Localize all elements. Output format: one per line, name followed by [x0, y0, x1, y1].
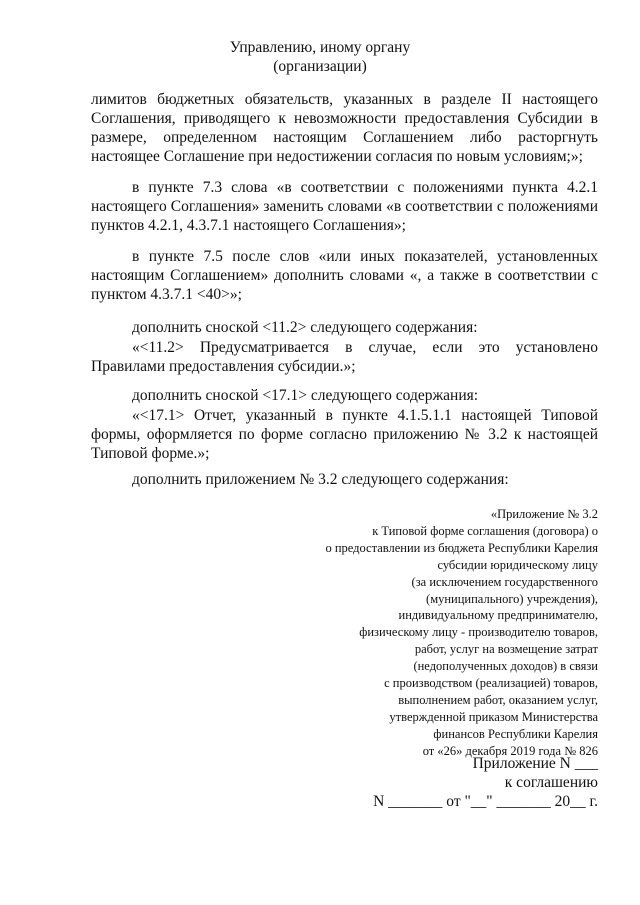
appendix-line: о предоставлении из бюджета Республики Карелия — [325, 540, 598, 555]
appendix-line: финансов Республики Карелия — [433, 726, 598, 741]
appendix-line: работ, услуг на возмещение затрат — [414, 642, 598, 657]
paragraph-footnote-17-1-intro: дополнить сноской <17.1> следующего содержания: — [132, 387, 479, 404]
appendix-line: от «26» декабря 2019 года № 826 — [422, 743, 598, 758]
addressee-header — [0, 38, 640, 76]
appendix-line: выполнением работ, оказанием услуг, — [398, 692, 598, 707]
agreement-number-date-line: N _______ от "__" _______ 20__ г. — [373, 793, 598, 810]
paragraph-appendix-intro: дополнить приложением № 3.2 следующего содержания: — [132, 471, 509, 488]
paragraph-clause-7-3: в пункте 7.3 слова «в соответствии с положениями пункта 4.2.1 настоящего Соглашения» заменить словами «в соответствии с положениями пунктов 4.2.1, 4.3.7.1 настоящего Соглашения»; — [91, 179, 598, 234]
appendix-line: (за исключением государственного — [411, 574, 598, 589]
agreement-line: к соглашению — [504, 774, 598, 791]
appendix-line: (муниципального) учреждения), — [426, 591, 598, 606]
paragraph-footnote-11-2-text: «<11.2> Предусматривается в случае, если это установлено Правилами предоставления субсидии.»; — [91, 339, 598, 375]
appendix-line: с производством (реализацией) товаров, — [384, 676, 598, 691]
addressee-line: Управлению, иному органу — [229, 39, 411, 56]
agreement-reference-block — [258, 754, 598, 811]
appendix-number-line: Приложение N ___ — [472, 755, 598, 772]
paragraph-footnote-11-2-intro: дополнить сноской <11.2> следующего содержания: — [132, 319, 478, 336]
appendix-line: индивидуальному предпринимателю, — [398, 608, 598, 623]
appendix-line: физическому лицу - производителю товаров, — [359, 625, 598, 640]
paragraph-clause-7-5: в пункте 7.5 после слов «или иных показателей, установленных настоящим Соглашением» дополнить словами «, а также в соответствии с пунктом 4.3.7.1 <40>»; — [91, 248, 598, 303]
appendix-line: субсидии юридическому лицу — [437, 557, 598, 572]
paragraph-footnote-17-1-text: «<17.1> Отчет, указанный в пункте 4.1.5.1.1 настоящей Типовой формы, оформляется по форме согласно приложению № 3.2 к настоящей Типовой форме.»; — [91, 407, 598, 462]
appendix-line: утвержденной приказом Министерства — [389, 709, 598, 724]
appendix-line: (недополученных доходов) в связи — [413, 659, 598, 674]
appendix-heading-block — [258, 506, 598, 760]
paragraph-limits: лимитов бюджетных обязательств, указанных в разделе II настоящего Соглашения, приводящего к невозможности предоставления Субсидии в размере, определенном настоящим Соглашением либо расторгнуть настоящее Соглашение при недостижении согласия по новым условиям;»; — [91, 91, 598, 165]
appendix-line: «Приложение № 3.2 — [490, 507, 598, 521]
appendix-line: к Типовой форме соглашения (договора) о — [372, 523, 598, 538]
addressee-subline: (организации) — [273, 58, 367, 75]
